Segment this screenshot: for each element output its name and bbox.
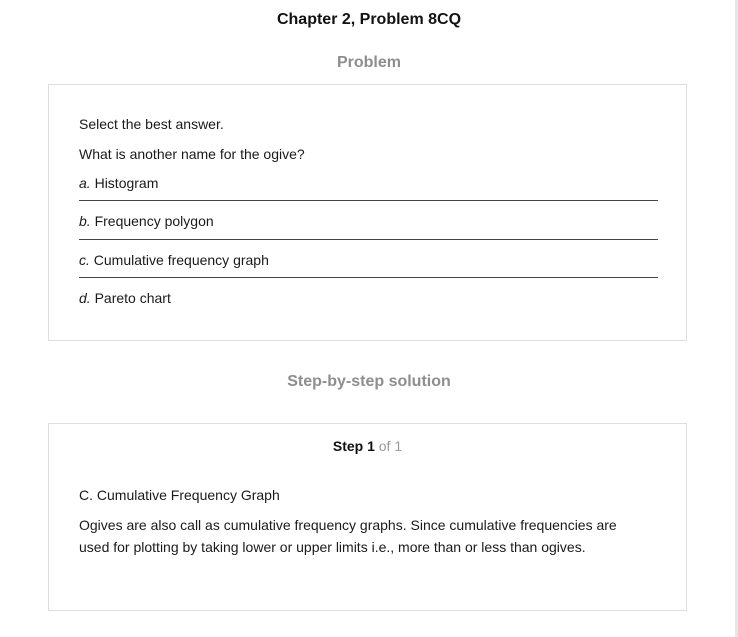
option-divider: [79, 277, 658, 278]
solution-explanation: Ogives are also call as cumulative frequency graphs. Since cumulative frequencies are used for plotting by taking lower or upper limits i.e., more than or less than ogives.: [79, 517, 617, 555]
option-d: [79, 290, 658, 306]
problem-instruction: Select the best answer.: [79, 116, 224, 132]
option-divider: [79, 239, 658, 240]
solution-heading: Step-by-step solution: [287, 373, 451, 390]
option-a-letter: a.: [79, 175, 91, 191]
problem-card: [48, 84, 687, 341]
problem-heading: Problem: [336, 54, 401, 71]
option-b-letter: b.: [79, 213, 91, 229]
solution-card: [48, 423, 687, 611]
solution-answer: C. Cumulative Frequency Graph: [79, 487, 280, 503]
step-label: Step 1: [332, 438, 375, 454]
option-c: [79, 252, 658, 268]
option-b-text: Frequency polygon: [94, 213, 214, 229]
option-divider: [79, 200, 658, 201]
step-indicator: [49, 438, 686, 454]
option-d-letter: d.: [79, 290, 91, 306]
option-b: [79, 213, 658, 229]
option-d-text: Pareto chart: [94, 290, 171, 306]
page-title: Chapter 2, Problem 8CQ: [276, 11, 462, 28]
option-a: [79, 175, 658, 191]
option-a-text: Histogram: [94, 175, 159, 191]
step-count: of 1: [378, 438, 403, 454]
option-c-letter: c.: [79, 252, 90, 268]
problem-question: What is another name for the ogive?: [79, 146, 305, 162]
option-c-text: Cumulative frequency graph: [93, 252, 269, 268]
